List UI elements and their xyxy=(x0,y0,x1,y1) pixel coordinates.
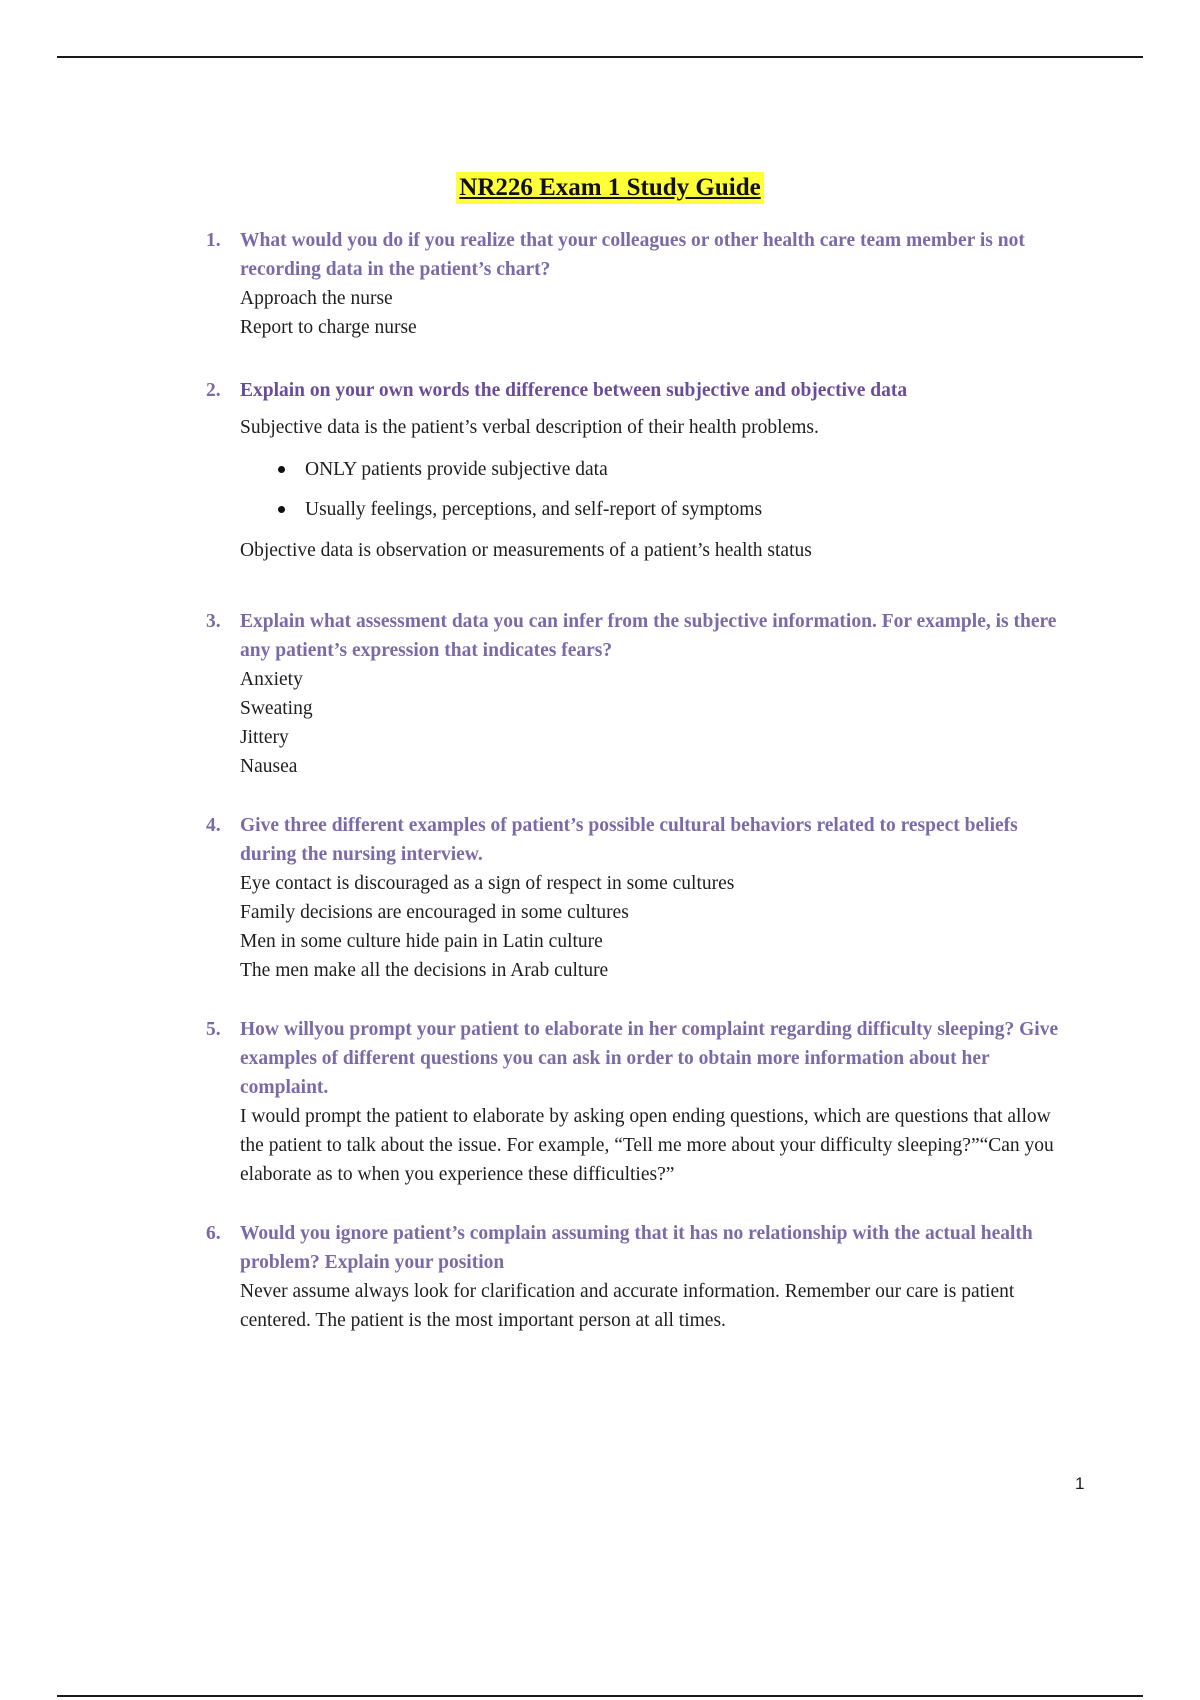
question-number: 2. xyxy=(206,380,221,401)
list-item xyxy=(240,490,1060,530)
question-number: 4. xyxy=(206,815,221,836)
answer-line: Approach the nurse xyxy=(240,288,393,309)
answer-line: Family decisions are encouraged in some cultures xyxy=(240,902,629,923)
answer-line: Jittery xyxy=(240,727,289,748)
answer-line: I would prompt the patient to elaborate by asking open ending questions, which are questions that allow the patient to talk about the issue. For example, “Tell me more about your difficulty sleeping?”“Can you elaborate as to when you experience these difficulties?” xyxy=(240,1106,1054,1185)
bullet-text: ONLY patients provide subjective data xyxy=(305,459,608,480)
page-number: 1 xyxy=(1075,1474,1085,1493)
answer-line: The men make all the decisions in Arab culture xyxy=(240,960,609,981)
answer-line: Nausea xyxy=(240,756,298,777)
list-item xyxy=(240,450,1060,490)
answer-line: Objective data is observation or measurements of a patient’s health status xyxy=(240,540,812,561)
bottom-rule xyxy=(57,1695,1143,1697)
answer-line: Sweating xyxy=(240,698,313,719)
question-block-1 xyxy=(200,226,1060,342)
title-wrap xyxy=(160,172,1060,204)
question-block-2 xyxy=(200,376,1060,565)
question-text: Explain on your own words the difference between subjective and objective data xyxy=(240,380,908,401)
question-text: What would you do if you realize that your colleagues or other health care team member is not recording data in the patient’s chart? xyxy=(240,230,1025,280)
bullet-icon xyxy=(278,466,285,473)
answer-line: Subjective data is the patient’s verbal description of their health problems. xyxy=(240,417,819,438)
answer-line: Men in some culture hide pain in Latin culture xyxy=(240,931,603,952)
question-number: 1. xyxy=(206,230,221,251)
answer-line: Report to charge nurse xyxy=(240,317,417,338)
bullet-text: Usually feelings, perceptions, and self-report of symptoms xyxy=(305,499,763,520)
question-block-6 xyxy=(200,1219,1060,1335)
question-text: Give three different examples of patient’s possible cultural behaviors related to respect beliefs during the nursing interview. xyxy=(240,815,1018,865)
document-body xyxy=(200,172,1060,1361)
question-block-4 xyxy=(200,811,1060,985)
answer-line: Never assume always look for clarification and accurate information. Remember our care is patient centered. The patient is the most important person at all times. xyxy=(240,1281,1015,1331)
question-block-3 xyxy=(200,607,1060,781)
question-number: 5. xyxy=(206,1019,221,1040)
question-text: How willyou prompt your patient to elaborate in her complaint regarding difficulty sleeping? Give examples of different questions you can ask in order to obtain more information about her complaint. xyxy=(240,1019,1059,1098)
question-number: 6. xyxy=(206,1223,221,1244)
document-title: NR226 Exam 1 Study Guide xyxy=(456,172,763,204)
question-text: Would you ignore patient’s complain assuming that it has no relationship with the actual health problem? Explain your position xyxy=(240,1223,1033,1273)
bullet-list xyxy=(240,450,1060,530)
bullet-icon xyxy=(278,506,285,513)
answer-line: Eye contact is discouraged as a sign of respect in some cultures xyxy=(240,873,735,894)
answer-line: Anxiety xyxy=(240,669,303,690)
question-text: Explain what assessment data you can infer from the subjective information. For example, is there any patient’s expression that indicates fears? xyxy=(240,611,1057,661)
question-number: 3. xyxy=(206,611,221,632)
top-rule xyxy=(57,56,1143,58)
question-block-5 xyxy=(200,1015,1060,1189)
